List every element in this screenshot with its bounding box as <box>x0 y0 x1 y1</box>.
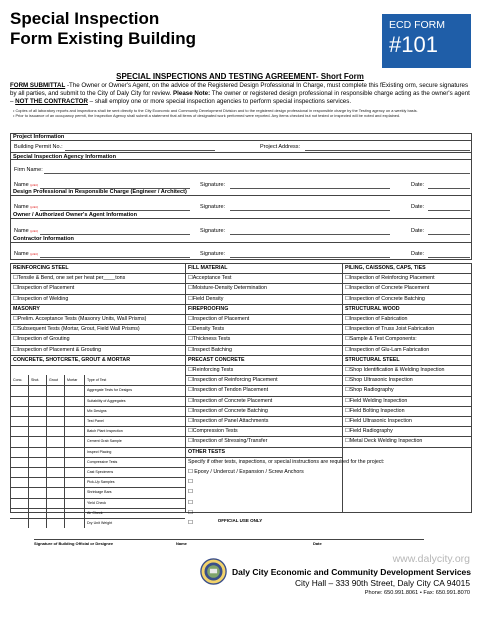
section-design-professional: Design Professional in Responsible Charge (Engineer / Architect) <box>10 188 472 196</box>
concrete-test-type[interactable]: Cement Grab Sample <box>87 439 122 444</box>
inspection-checkbox-item[interactable]: ☐Moisture-Density Determination <box>188 285 267 292</box>
concrete-test-type[interactable]: Pick-Up Samples <box>87 480 115 485</box>
section-contractor: Contractor Information <box>10 235 472 243</box>
inspection-checkbox-item[interactable]: ☐Inspect Batching <box>188 346 232 353</box>
inspection-checkbox-item[interactable]: ☐Inspection of Reinforcing Placement <box>188 377 278 384</box>
concrete-test-type[interactable]: Test Panel <box>87 419 104 423</box>
concrete-col-header: Grout <box>49 378 58 383</box>
inspection-checkbox-item[interactable]: ☐Shop Identification & Welding Inspection <box>345 367 445 373</box>
other-tests-instructions: Specify if other tests, inspections, or special instructions are required for the project: <box>188 458 385 465</box>
other-test-checkbox[interactable]: ☐ <box>188 520 193 526</box>
inspection-checkbox-item[interactable]: ☐Inspection of Truss Joist Fabrication <box>345 326 435 333</box>
concrete-col-divider <box>46 375 47 528</box>
official-date-label: Date <box>313 541 322 546</box>
group-header: REINFORCING STEEL <box>13 265 69 271</box>
inspection-checkbox-item[interactable]: ☐Prelim. Acceptance Tests (Masonry Units, Wall Prisms) <box>13 316 147 322</box>
inspection-checkbox-item[interactable]: ☐Inspection of Concrete Placement <box>188 397 273 404</box>
owner-date-label: Date: <box>411 228 425 234</box>
concrete-col-divider <box>64 375 65 528</box>
agency-date-label: Date: <box>411 182 425 188</box>
inspection-checkbox-item[interactable]: ☐Field Welding Inspection <box>345 397 408 404</box>
inspection-checkbox-item[interactable]: ☐Inspection of Tendon Placement <box>188 387 269 394</box>
address-label: Project Address: <box>260 144 301 150</box>
inspection-checkbox-item[interactable]: ☐Inspection of Reinforcing Placement <box>345 275 435 282</box>
group-header: CONCRETE, SHOTCRETE, GROUT & MORTAR <box>13 356 131 363</box>
firm-label: Firm Name: <box>14 167 43 173</box>
concrete-test-type[interactable]: Air Check <box>87 510 103 515</box>
inspection-checkbox-item[interactable]: ☐Compression Tests <box>188 428 238 435</box>
section-project-information: Project Information <box>10 133 472 141</box>
permit-input[interactable] <box>65 150 215 151</box>
row-divider <box>10 365 185 366</box>
city-hall-address: City Hall – 333 90th Street, Daly City CA 94015 <box>294 578 470 588</box>
concrete-test-type[interactable]: Shrinkage Bars <box>87 490 112 495</box>
firm-input[interactable] <box>44 173 470 174</box>
permit-label: Building Permit No.: <box>14 144 63 150</box>
row-divider <box>342 447 472 448</box>
agreement-title: SPECIAL INSPECTIONS AND TESTING AGREEMENT- Short Form <box>116 72 364 81</box>
concrete-col-header: Type of Test <box>87 378 107 383</box>
section-agency: Special Inspection Agency Information <box>10 152 472 160</box>
contact-phone: Phone: 650.991.8061 • Fax: 650.991.8070 <box>364 590 470 596</box>
inspection-checkbox-item[interactable]: ☐Inspection of Concrete Batching <box>345 295 425 302</box>
address-input[interactable] <box>305 150 470 151</box>
inspection-checkbox-item[interactable]: ☐Inspection of Concrete Batching <box>188 407 268 414</box>
contractor-date-label: Date: <box>411 251 425 257</box>
design-name-label: Name (print) <box>14 204 39 210</box>
inspection-checkbox-item[interactable]: ☐Reinforcing Tests <box>188 367 234 373</box>
inspection-checkbox-item[interactable]: ☐Inspection of Placement & Grouting <box>13 346 102 353</box>
page-title: Special Inspection Form Existing Building <box>10 9 197 48</box>
inspection-checkbox-item[interactable]: ☐Field Ultrasonic Inspection <box>345 418 412 424</box>
inspection-checkbox-item[interactable]: ☐Shop Radiography <box>345 387 394 394</box>
other-test-checkbox[interactable]: ☐ <box>188 499 193 506</box>
group-header: PRECAST CONCRETE <box>188 356 245 363</box>
inspection-checkbox-item[interactable]: ☐Thickness Tests <box>188 336 231 343</box>
department-name: Daly City Economic and Community Development Services <box>232 567 472 577</box>
inspection-checkbox-item[interactable]: ☐Metal Deck Welding Inspection <box>345 438 423 445</box>
submittal-instructions: FORM SUBMITTAL -The Owner or Owner's Agent, on the advice of the Registered Design Professional In Charge, must complete this fExisting orm, secure signatures by all parties, and submit to the City of Daly City for review. Please Note: The owner or registered design professional in responsible charge acting as the owner's agent – NOT THE CONTRACTOR – shall employ one or more special inspection agencies to perform special inspections services. <box>10 82 470 105</box>
concrete-test-type[interactable]: Aggregate Tests for Designs <box>87 388 133 393</box>
concrete-test-type[interactable]: Yield Check <box>87 500 107 505</box>
concrete-col-header: Mortar <box>67 378 78 383</box>
inspection-checkbox-item[interactable]: ☐Field Radiography <box>345 428 393 435</box>
inspection-checkbox-item[interactable]: ☐Subsequent Tests (Mortar, Grout, Field Wall Prisms) <box>13 326 140 333</box>
other-test-checkbox[interactable]: ☐ <box>188 509 193 516</box>
inspection-checkbox-item[interactable]: ☐Inspection of Stressing/Transfer <box>188 438 268 445</box>
inspection-checkbox-item[interactable]: ☐Inspection of Concrete Placement <box>345 285 430 292</box>
website-link[interactable]: www.dalycity.org <box>392 553 470 565</box>
contractor-date-input[interactable] <box>428 257 470 258</box>
concrete-col-header: Conc. <box>13 378 23 383</box>
official-name-label: Name <box>176 541 187 546</box>
inspection-checkbox-item[interactable]: ☐Tensile & Bend, one set per heat per____tons <box>13 275 126 282</box>
concrete-test-type[interactable]: Compressive Tests <box>87 459 118 464</box>
inspection-checkbox-item[interactable]: ☐Sample & Test Components: <box>345 336 417 343</box>
inspection-checkbox-item[interactable]: ☐Shop Ultrasonic Inspection <box>345 377 413 384</box>
agency-signature-label: Signature: <box>200 182 226 188</box>
form-number-badge: ECD FORM #101 <box>382 14 471 68</box>
inspection-checkbox-item[interactable]: ☐Inspection of Placement <box>188 316 250 322</box>
inspection-checkbox-item[interactable]: ☐Density Tests <box>188 326 225 333</box>
inspection-checkbox-item[interactable]: ☐Inspection of Grouting <box>13 336 70 343</box>
concrete-test-type[interactable]: Cast Specimens <box>87 470 114 474</box>
concrete-test-type[interactable]: Suitability of Aggregates <box>87 398 126 403</box>
group-header: STRUCTURAL STEEL <box>345 356 400 363</box>
group-header: FILL MATERIAL <box>188 265 228 271</box>
grid-divider-2 <box>342 263 343 513</box>
inspection-checkbox-item[interactable]: ☐Field Density <box>188 295 224 302</box>
contractor-name-input[interactable] <box>40 257 190 258</box>
inspection-checkbox-item[interactable]: ☐Inspection of Fabrication <box>345 316 408 322</box>
bullet-notes: • Copies of all laboratory reports and inspections shall be sent directly to the City Economic and Community Development Division and to the registered design professional in responsible charge by the Testing agency on a weekly basis. • Prior to issuance of an occupancy permit, the Inspection Agency shall submit a statement that all items of designated work performed were reported. Any items checked but not tested or inspected will be noted and explained. <box>13 108 418 118</box>
other-test-checkbox[interactable]: ☐ Epoxy / Undercut / Expansion / Screw Anchors <box>188 469 304 475</box>
concrete-test-type[interactable]: Inspect Placing <box>87 449 112 454</box>
other-test-checkbox[interactable]: ☐ <box>188 489 193 496</box>
group-header: PILING, CAISSONS, CAPS, TIES <box>345 265 426 271</box>
concrete-test-type[interactable]: Dry Unit Weight <box>87 521 113 525</box>
inspection-checkbox-item[interactable]: ☐Inspection of Placement <box>13 285 75 292</box>
inspection-checkbox-item[interactable]: ☐Acceptance Test <box>188 275 232 282</box>
official-signature-line[interactable] <box>34 539 424 540</box>
contractor-name-label: Name (print) <box>14 251 39 257</box>
concrete-col-divider <box>28 375 29 528</box>
owner-name-label: Name (print) <box>14 228 39 234</box>
official-use-title: OFFICIAL USE ONLY <box>217 518 263 523</box>
group-header: OTHER TESTS <box>188 448 226 455</box>
concrete-test-type[interactable]: Batch Plant Inspection <box>87 429 123 434</box>
section-owner: Owner / Authorized Owner's Agent Information <box>10 211 472 219</box>
group-header: STRUCTURAL WOOD <box>345 305 400 312</box>
agency-name-label: Name (print) <box>14 182 39 188</box>
design-date-label: Date: <box>411 204 425 210</box>
inspection-checkbox-item[interactable]: ☐Inspection of Welding <box>13 295 69 302</box>
inspection-checkbox-item[interactable]: ☐Inspection of Panel Attachments <box>188 418 269 424</box>
contractor-signature-input[interactable] <box>230 257 390 258</box>
official-signature-label: Signature of Building Official or Designee <box>34 541 114 546</box>
grid-divider-1 <box>185 263 186 513</box>
inspection-checkbox-item[interactable]: ☐Inspection of Glu-Lam Fabrication <box>345 346 430 353</box>
owner-signature-label: Signature: <box>200 228 226 234</box>
concrete-col-header: Shot. <box>31 378 40 383</box>
concrete-test-type[interactable]: Mix Designs <box>87 408 107 413</box>
inspection-checkbox-item[interactable]: ☐Field Bolting Inspection <box>345 407 405 414</box>
design-signature-label: Signature: <box>200 204 226 210</box>
other-test-checkbox[interactable]: ☐ <box>188 479 193 486</box>
group-header: FIREPROOFING <box>188 305 229 312</box>
city-seal-icon <box>200 558 227 585</box>
contractor-signature-label: Signature: <box>200 251 226 257</box>
group-header: MASONRY <box>13 305 40 312</box>
concrete-col-divider <box>84 375 85 528</box>
